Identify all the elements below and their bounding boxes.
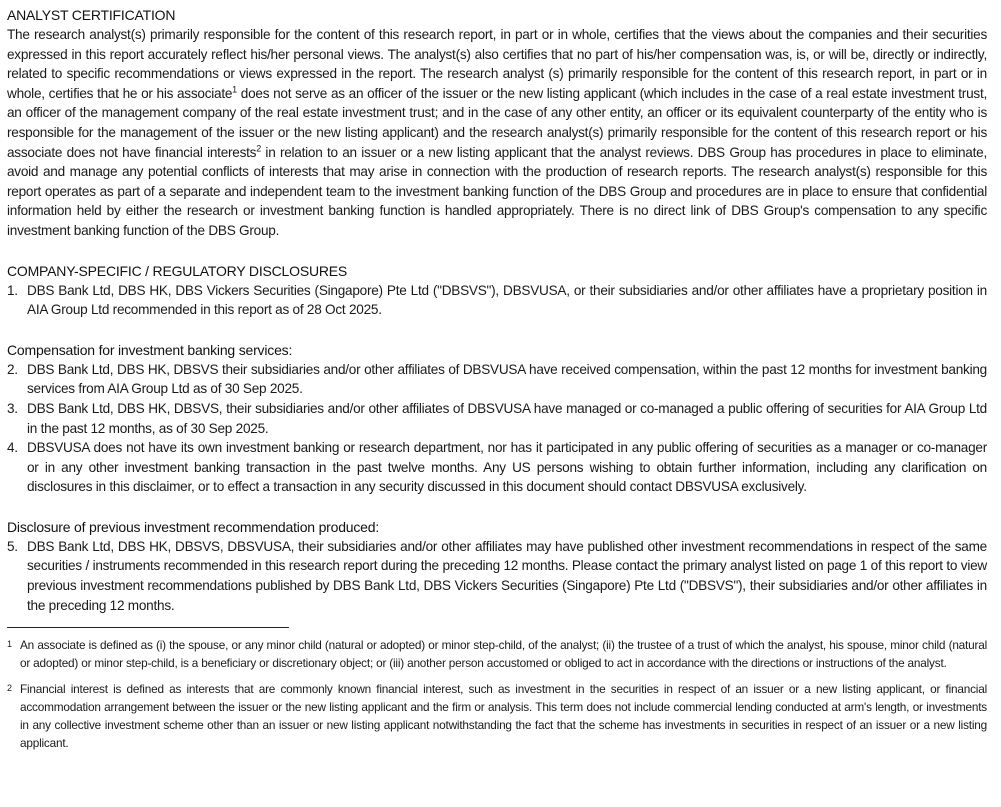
- certification-text-part-3: in relation to an issuer or a new listing applicant that the analyst reviews. DBS Group has procedures in place to eliminate, avoid and manage any potential conflicts of interests that may arise in connection with the production of research reports. The research analyst(s) responsible for this report operates as part of a separate and independent team to the investment banking function of the DBS Group and procedures are in place to ensure that confidential information held by either the research or investment banking function is handled appropriately. There is no direct link of DBS Group's compensation to any specific investment banking function of the DBS Group.: [7, 144, 987, 238]
- list-item-text: DBS Bank Ltd, DBS HK, DBS Vickers Securities (Singapore) Pte Ltd ("DBSVS"), DBSVUSA, or their subsidiaries and/or other affiliates have a proprietary position in AIA Group Ltd recommended in this report as of 28 Oct 2025.: [27, 282, 987, 318]
- list-item-text: DBS Bank Ltd, DBS HK, DBSVS their subsidiaries and/or other affiliates of DBSVUSA have received compensation, within the past 12 months for investment banking services from AIA Group Ltd as of 30 Sep 2025.: [27, 361, 987, 397]
- footnote-number: 1: [7, 639, 12, 650]
- list-item-text: DBS Bank Ltd, DBS HK, DBSVS, their subsidiaries and/or other affiliates of DBSVUSA have managed or co-managed a public offering of securities for AIA Group Ltd in the past 12 months, as of 30 Sep 2025.: [27, 400, 987, 436]
- list-item: [7, 537, 987, 615]
- analyst-certification-heading: ANALYST CERTIFICATION: [7, 7, 176, 23]
- certification-text-part-2: does not serve as an officer of the issuer or the new listing applicant (which includes in the case of a real estate investment trust, an officer of the management company of the real estate investment trust; and in the case of any other entity, an officer or its equivalent counterparty of the entity who is responsible for the management of the issuer or the new listing applicant) and the research analyst(s) primarily responsible for the content of this research report or his associate does not have financial interests: [7, 85, 987, 160]
- list-item-text: DBSVUSA does not have its own investment banking or research department, nor has it participated in any public offering of securities as a manager or co-manager or in any other investment banking transaction in the past twelve months. Any US persons wishing to obtain further information, including any clarification on disclosures in this disclaimer, or to effect a transaction in any security discussed in this document should contact DBSVUSA exclusively.: [27, 440, 987, 495]
- footnote-number: 2: [7, 682, 12, 693]
- company-disclosures-heading: COMPANY-SPECIFIC / REGULATORY DISCLOSURES: [7, 262, 348, 279]
- certification-text-part-1: The research analyst(s) primarily responsible for the content of this research report, in part or in whole, certifies that the views about the companies and their securities expressed in this report accurately reflect his/her personal views. The analyst(s) also certifies that no part of his/her compensation was, is, or will be, directly or indirectly, related to specific recommendations or views expressed in the report. The research analyst (s) primarily responsible for the content of this research report, in part or in whole, certifies that he or his associate: [7, 27, 987, 101]
- footnote-text: An associate is defined as (i) the spouse, or any minor child (natural or adopted) or minor step-child, of the analyst; (ii) the trustee of a trust of which the analyst, his spouse, minor child (natural or adopted) or minor step-child, is a beneficiary or discretionary object; or (iii) another person accustomed or obliged to act in accordance with the directions or instructions of the analyst.: [20, 638, 987, 671]
- footnote-ref-1: 1: [232, 84, 237, 95]
- footnote-divider: [7, 627, 289, 628]
- compensation-heading: Compensation for investment banking services:: [7, 341, 293, 358]
- list-item-text: DBS Bank Ltd, DBS HK, DBSVS, DBSVUSA, their subsidiaries and/or other affiliates may have published other investment recommendations in respect of the same securities / instruments recommended in this research report during the preceding 12 months. Please contact the primary analyst listed on page 1 of this report to view previous investment recommendations published by DBS Bank Ltd, DBS Vickers Securities (Singapore) Pte Ltd ("DBSVS"), their subsidiaries and/or other affiliates in the preceding 12 months.: [27, 538, 987, 613]
- list-item-number: 1.: [7, 282, 18, 298]
- footnote-text: Financial interest is defined as interests that are commonly known financial interest, such as investment in the securities in respect of an issuer or a new listing applicant, or financial accommodation arrangement between the issuer or the new listing applicant and the firm or analysis. This term does not include commercial lending conducted at arm's length, or investments in any collective investment scheme other than an issuer or new listing applicant notwithstanding the fact that the scheme has investments in securities in respect of an issuer or a new listing applicant.: [20, 681, 987, 751]
- previous-recommendation-heading: Disclosure of previous investment recommendation produced:: [7, 518, 380, 535]
- footnote-ref-2: 2: [256, 143, 261, 154]
- list-item: [7, 281, 987, 320]
- footnote: [7, 636, 987, 672]
- analyst-certification-text: [7, 25, 987, 241]
- list-item: [7, 438, 987, 497]
- list-item-number: 4.: [7, 440, 18, 456]
- footnote: [7, 680, 987, 753]
- list-item: [7, 399, 987, 438]
- list-item-number: 5.: [7, 538, 18, 554]
- list-item-number: 2.: [7, 361, 18, 377]
- list-item: [7, 360, 987, 399]
- list-item-number: 3.: [7, 400, 18, 416]
